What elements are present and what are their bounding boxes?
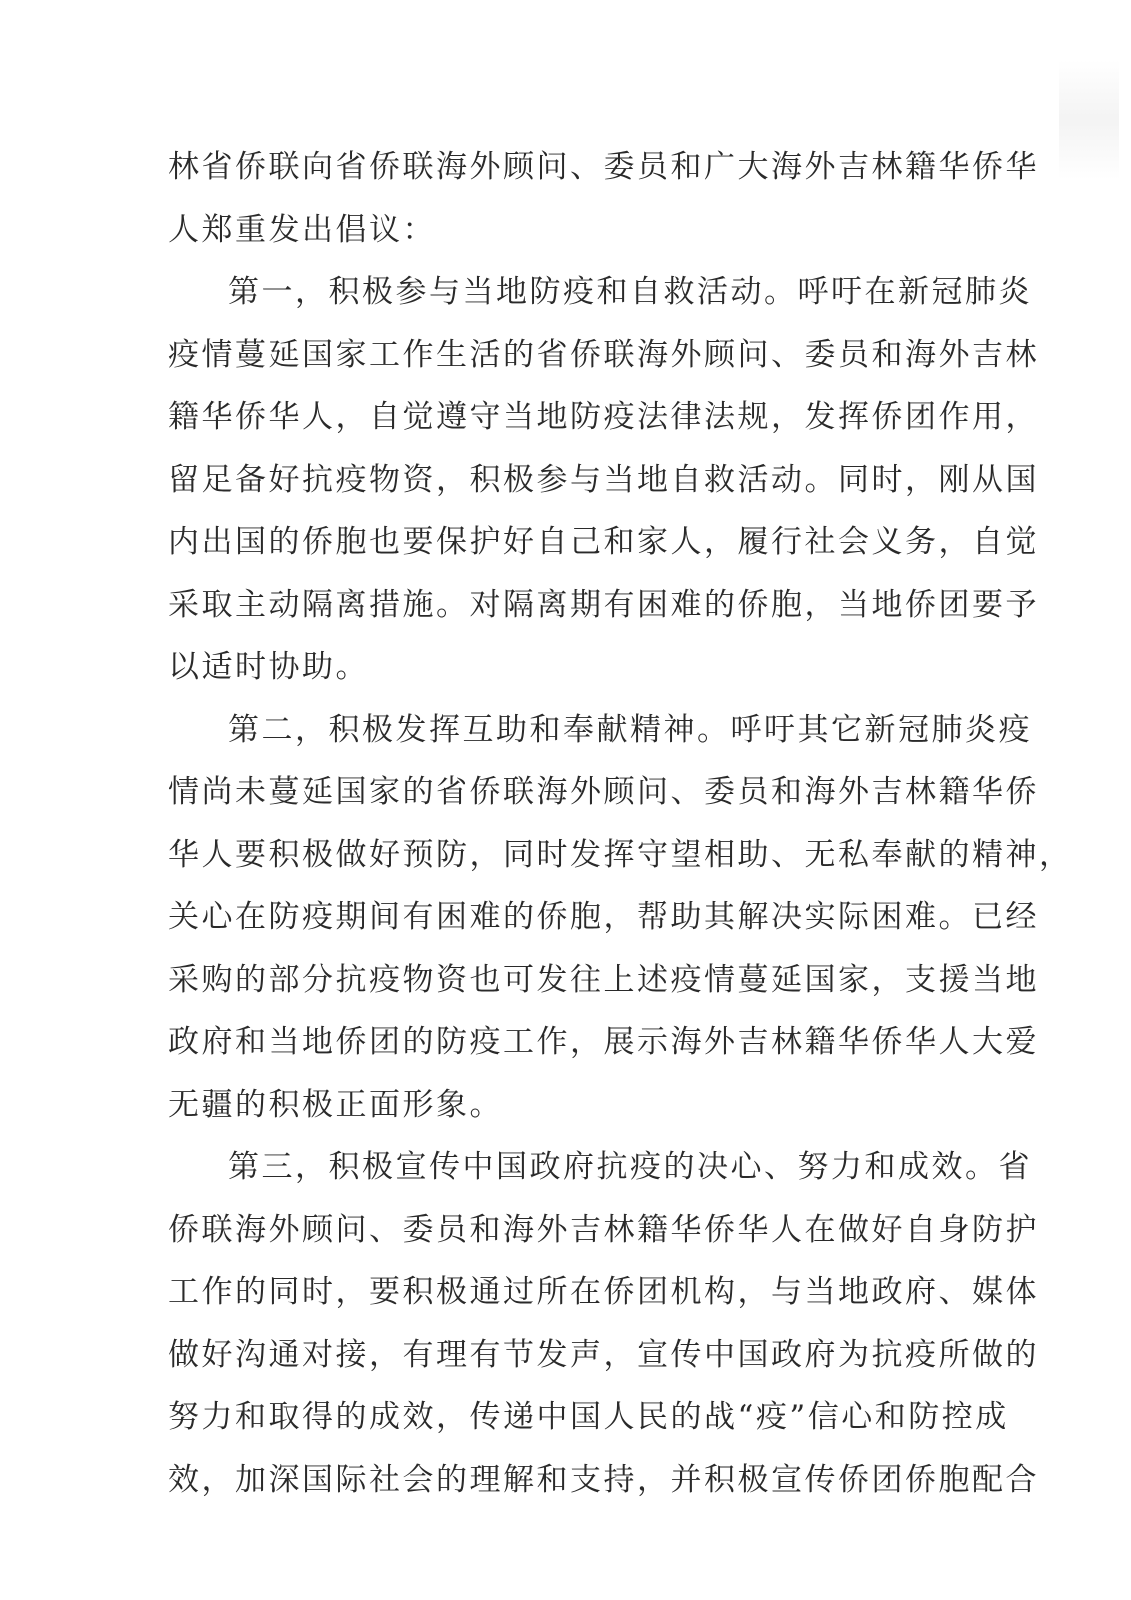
text-line: 内出国的侨胞也要保护好自己和家人，履行社会义务，自觉	[168, 524, 1039, 560]
text-line: 政府和当地侨团的防疫工作，展示海外吉林籍华侨华人大爱	[168, 1024, 1039, 1060]
text-line: 第一，积极参与当地防疫和自救活动。呼吁在新冠肺炎	[228, 274, 1032, 310]
text-line: 无疆的积极正面形象。	[168, 1086, 503, 1123]
text-line: 采购的部分抗疫物资也可发往上述疫情蔓延国家，支援当地	[168, 961, 1039, 998]
text-line: 第三，积极宣传中国政府抗疫的决心、努力和成效。省	[228, 1149, 1032, 1185]
text-line: 留足备好抗疫物资，积极参与当地自救活动。同时，刚从国	[168, 461, 1039, 498]
text-line: 第二，积极发挥互助和奉献精神。呼吁其它新冠肺炎疫	[228, 711, 1032, 748]
text-line: 工作的同时，要积极通过所在侨团机构，与当地政府、媒体	[168, 1274, 1039, 1310]
text-line: 效，加深国际社会的理解和支持，并积极宣传侨团侨胞配合	[168, 1461, 1039, 1498]
text-line: 人郑重发出倡议：	[168, 211, 436, 248]
text-line: 努力和取得的成效，传递中国人民的战“疫”信心和防控成	[168, 1399, 1009, 1435]
text-line: 林省侨联向省侨联海外顾问、委员和广大海外吉林籍华侨华	[168, 149, 1039, 185]
text-line: 籍华侨华人，自觉遵守当地防疫法律法规，发挥侨团作用，	[168, 399, 1039, 435]
text-line: 华人要积极做好预防，同时发挥守望相助、无私奉献的精神，	[168, 836, 1073, 873]
text-line: 采取主动隔离措施。对隔离期有困难的侨胞，当地侨团要予	[168, 586, 1039, 623]
text-line: 情尚未蔓延国家的省侨联海外顾问、委员和海外吉林籍华侨	[168, 774, 1039, 810]
text-line: 疫情蔓延国家工作生活的省侨联海外顾问、委员和海外吉林	[168, 336, 1039, 373]
scan-shadow	[1059, 60, 1119, 180]
text-line: 以适时协助。	[168, 649, 369, 685]
document-body	[168, 136, 1073, 1511]
text-line: 做好沟通对接，有理有节发声，宣传中国政府为抗疫所做的	[168, 1336, 1039, 1373]
text-line: 侨联海外顾问、委员和海外吉林籍华侨华人在做好自身防护	[168, 1211, 1039, 1248]
text-line: 关心在防疫期间有困难的侨胞，帮助其解决实际困难。已经	[168, 899, 1039, 935]
